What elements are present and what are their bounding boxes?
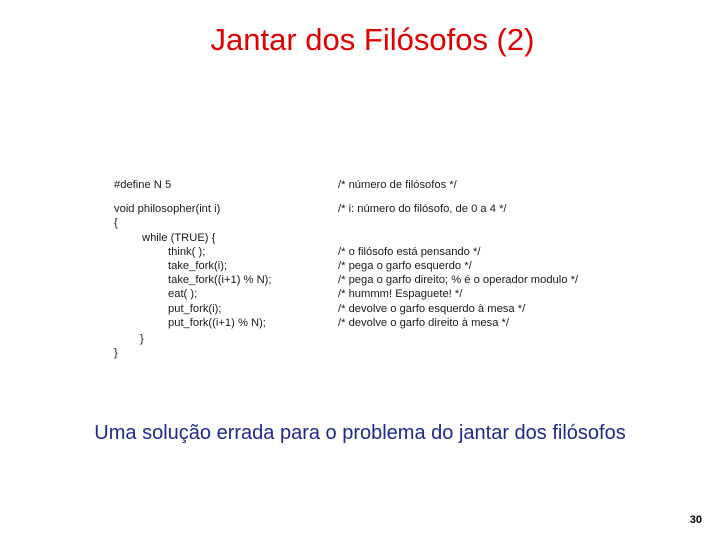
code-signature: void philosopher(int i) [114,203,221,215]
code-take-right: take_fork((i+1) % N); [168,274,272,286]
code-comment-put-left: /* devolve o garfo esquerdo à mesa */ [338,303,526,315]
code-comment-define: /* número de filósofos */ [338,179,457,191]
code-take-left: take_fork(i); [168,260,228,272]
code-figure [108,172,618,364]
code-think: think( ); [168,246,206,258]
code-comment-signature: /* i: número do filósofo, de 0 a 4 */ [338,203,507,215]
page-number: 30 [689,514,702,526]
code-comment-eat: /* hummm! Espaguete! */ [338,288,463,300]
code-eat: eat( ); [168,288,198,300]
code-comment-take-right: /* pega o garfo direito; % é o operador modulo */ [338,274,579,286]
code-comment-think: /* o filósofo está pensando */ [338,246,481,258]
code-inner-close: } [140,333,144,345]
code-close-brace: } [114,347,118,359]
code-comment-take-left: /* pega o garfo esquerdo */ [338,260,472,272]
code-put-left: put_fork(i); [168,303,222,315]
code-comment-put-right: /* devolve o garfo direito à mesa */ [338,317,510,329]
code-put-right: put_fork((i+1) % N); [168,317,266,329]
code-while: while (TRUE) { [142,232,216,244]
slide-caption: Uma solução errada para o problema do jantar dos filósofos [94,422,626,444]
slide-title: Jantar dos Filósofos (2) [210,22,535,57]
code-define: #define N 5 [114,179,172,191]
code-open-brace: { [114,217,118,229]
